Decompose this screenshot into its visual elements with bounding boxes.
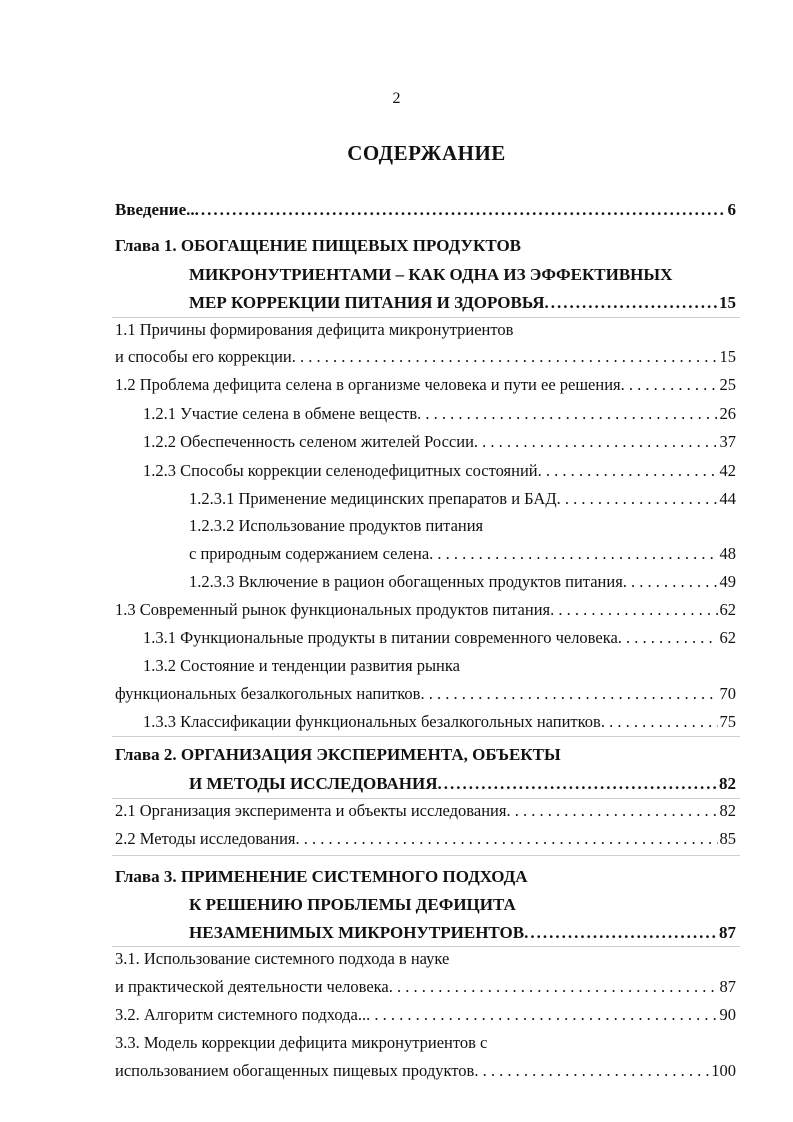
toc-entry-label: И МЕТОДЫ ИССЛЕДОВАНИЯ (189, 774, 438, 793)
toc-entry-label: 3.2. Алгоритм системного подхода.. (115, 1005, 367, 1024)
toc-page-number: 85 (719, 829, 736, 848)
toc-entry-label: Глава 2. ОРГАНИЗАЦИЯ ЭКСПЕРИМЕНТА, ОБЪЕКТЫ (115, 745, 561, 764)
toc-entry-3-3-line-2[interactable] (115, 1060, 736, 1082)
toc-chapter-1-line-3[interactable] (189, 292, 736, 314)
toc-entry-label: 2.2 Методы исследования (115, 829, 296, 848)
toc-entry-1-3-3[interactable] (143, 711, 736, 733)
toc-entry-label: Глава 1. ОБОГАЩЕНИЕ ПИЩЕВЫХ ПРОДУКТОВ (115, 236, 521, 255)
toc-leader (389, 976, 718, 998)
toc-chapter-3-line-3[interactable] (189, 922, 736, 944)
divider (112, 798, 740, 799)
toc-entry-label: 1.2.3.2 Использование продуктов питания (189, 516, 484, 535)
divider (112, 946, 740, 947)
toc-entry-label: и практической деятельности человека (115, 977, 389, 996)
toc-entry-label: 1.3 Современный рынок функциональных продуктов питания (115, 600, 551, 619)
toc-leader (550, 599, 717, 621)
toc-page-number: 25 (719, 375, 736, 394)
toc-entry-label: 2.1 Организация эксперимента и объекты исследования (115, 801, 507, 820)
toc-leader (538, 460, 718, 482)
toc-entry-label: функциональных безалкогольных напитков (115, 684, 421, 703)
toc-entry-1-1-line-2[interactable] (115, 346, 736, 368)
toc-leader (417, 403, 717, 425)
toc-page-number: 15 (719, 293, 736, 312)
toc-entry-1-2[interactable] (115, 374, 736, 396)
toc-entry-label: 3.1. Использование системного подхода в науке (115, 949, 450, 968)
toc-entry-label: 3.3. Модель коррекции дефицита микронутриентов с (115, 1033, 488, 1052)
toc-entry-label: Глава 3. ПРИМЕНЕНИЕ СИСТЕМНОГО ПОДХОДА (115, 867, 528, 886)
toc-entry-1-2-3-2-line-1[interactable] (189, 515, 483, 537)
toc-page-number: 62 (719, 600, 736, 619)
toc-entry-label: 1.3.2 Состояние и тенденции развития рынка (143, 656, 460, 675)
toc-entry-label: 1.2.3 Способы коррекции селенодефицитных состояний (143, 461, 538, 480)
toc-entry-1-3-2-line-1[interactable] (143, 655, 460, 677)
toc-page-number: 15 (719, 347, 736, 366)
toc-page-number: 37 (719, 432, 736, 451)
toc-leader (195, 199, 726, 221)
toc-chapter-2-line-1[interactable] (115, 744, 561, 766)
toc-entry-1-2-3-3[interactable] (189, 571, 736, 593)
toc-leader (474, 1060, 709, 1082)
toc-page-number: 70 (719, 684, 736, 703)
toc-entry-3-3-line-1[interactable] (115, 1032, 487, 1054)
toc-page-number: 26 (719, 404, 736, 423)
toc-page-number: 90 (719, 1005, 736, 1024)
toc-entry-1-3-2-line-2[interactable] (115, 683, 736, 705)
toc-page-number: 82 (719, 801, 736, 820)
toc-leader (292, 346, 718, 368)
toc-leader (438, 773, 717, 795)
toc-entry-3-1-line-1[interactable] (115, 948, 449, 970)
toc-entry-1-2-2[interactable] (143, 431, 736, 453)
page-title: СОДЕРЖАНИЕ (347, 141, 506, 165)
toc-leader (623, 571, 718, 593)
toc-entry-1-3[interactable] (115, 599, 736, 621)
toc-entry-1-2-3-2-line-2[interactable] (189, 543, 736, 565)
divider (112, 855, 740, 856)
toc-entry-2-1[interactable] (115, 800, 736, 822)
toc-page-number: 62 (719, 628, 736, 647)
toc-entry-1-2-3-1[interactable] (189, 488, 736, 510)
toc-chapter-1-line-1[interactable] (115, 235, 521, 257)
toc-entry-1-2-3[interactable] (143, 460, 736, 482)
toc-chapter-1-line-2[interactable] (189, 264, 672, 286)
toc-entry-label: 1.2.1 Участие селена в обмене веществ (143, 404, 418, 423)
toc-leader (618, 627, 718, 649)
toc-entry-label: и способы его коррекции (115, 347, 292, 366)
toc-chapter-3-line-1[interactable] (115, 866, 528, 888)
toc-entry-label: 1.3.3 Классификации функциональных безалкогольных напитков (143, 712, 601, 731)
toc-entry-3-1-line-2[interactable] (115, 976, 736, 998)
toc-entry-label: 1.2.3.3 Включение в рацион обогащенных продуктов питания (189, 572, 623, 591)
toc-entry-label: 1.3.1 Функциональные продукты в питании современного человека (143, 628, 618, 647)
toc-leader (296, 828, 718, 850)
toc-entry-label: МЕР КОРРЕКЦИИ ПИТАНИЯ И ЗДОРОВЬЯ (189, 293, 545, 312)
toc-leader (544, 292, 717, 314)
toc-entry-1-1-line-1[interactable] (115, 319, 513, 341)
toc-leader (429, 543, 717, 565)
divider (112, 317, 740, 318)
toc-leader (474, 431, 718, 453)
toc-entry-1-2-1[interactable] (143, 403, 736, 425)
toc-entry-label: использованием обогащенных пищевых продуктов (115, 1061, 475, 1080)
toc-leader (506, 800, 717, 822)
toc-entry-label: с природным содержанием селена (189, 544, 430, 563)
toc-entry-label: 1.2 Проблема дефицита селена в организме человека и пути ее решения (115, 375, 621, 394)
toc-chapter-2-line-2[interactable] (189, 773, 736, 795)
toc-page-number: 75 (719, 712, 736, 731)
divider (112, 736, 740, 737)
toc-page-number: 6 (727, 200, 736, 219)
toc-page-number: 87 (719, 977, 736, 996)
toc-entry-3-2[interactable] (115, 1004, 736, 1026)
toc-page-number: 87 (719, 923, 736, 942)
toc-entry-label: 1.1 Причины формирования дефицита микронутриентов (115, 320, 514, 339)
toc-entry-introduction[interactable] (115, 199, 736, 221)
toc-page-number: 42 (719, 461, 736, 480)
toc-entry-1-3-1[interactable] (143, 627, 736, 649)
toc-entry-2-2[interactable] (115, 828, 736, 850)
toc-leader (557, 488, 718, 510)
toc-entry-label: Введение.. (115, 200, 195, 219)
toc-page-number: 82 (719, 774, 736, 793)
toc-leader (621, 374, 718, 396)
toc-leader (601, 711, 718, 733)
toc-entry-label: 1.2.2 Обеспеченность селеном жителей России (143, 432, 474, 451)
toc-chapter-3-line-2[interactable] (189, 894, 516, 916)
toc-page-number: 48 (719, 544, 736, 563)
toc-page-number: 100 (711, 1061, 736, 1080)
toc-entry-label: 1.2.3.1 Применение медицинских препаратов и БАД (189, 489, 557, 508)
toc-leader (420, 683, 717, 705)
toc-leader (366, 1004, 717, 1026)
toc-leader (524, 922, 717, 944)
toc-entry-label: К РЕШЕНИЮ ПРОБЛЕМЫ ДЕФИЦИТА (189, 895, 516, 914)
toc-entry-label: МИКРОНУТРИЕНТАМИ – КАК ОДНА ИЗ ЭФФЕКТИВНЫХ (189, 265, 673, 284)
toc-entry-label: НЕЗАМЕНИМЫХ МИКРОНУТРИЕНТОВ (189, 923, 525, 942)
toc-page-number: 44 (719, 489, 736, 508)
page-number: 2 (392, 90, 401, 107)
toc-page-number: 49 (719, 572, 736, 591)
